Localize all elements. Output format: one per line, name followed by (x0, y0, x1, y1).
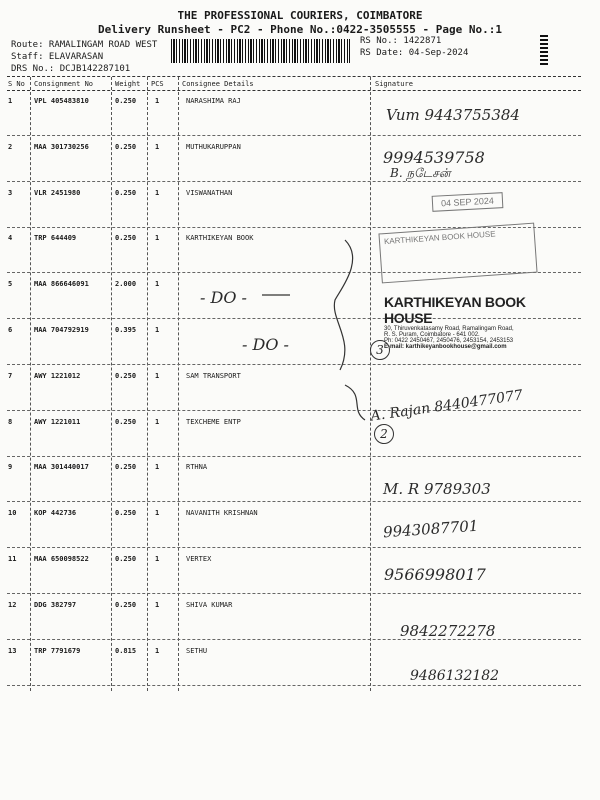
row-consignee: SHIVA KUMAR (186, 601, 233, 609)
signature-12: 9842272278 (400, 622, 496, 640)
drs-label: DRS No.: DCJB142287101 (11, 64, 131, 74)
row-consignee: NARASHIMA RAJ (186, 97, 241, 105)
row-consignee: KARTHIKEYAN BOOK (186, 234, 254, 242)
row-weight: 0.250 (115, 418, 137, 426)
row-sno: 1 (8, 97, 13, 105)
signature-1: Vum 9443755384 (386, 106, 520, 124)
row-pcs: 1 (155, 234, 160, 242)
row-weight: 0.250 (115, 97, 137, 105)
signature-11: 9566998017 (384, 565, 486, 584)
row-consignee: RTHNA (186, 463, 208, 471)
row-sno: 3 (8, 189, 13, 197)
company-title: THE PROFESSIONAL COURIERS, COIMBATORE (177, 9, 423, 22)
signature-9: M. R 9789303 (383, 480, 491, 498)
letterhead-stamp (384, 294, 574, 350)
route-label: Route: RAMALINGAM ROAD WEST (11, 40, 158, 50)
signature-2b: B. நடேசன் (390, 166, 451, 180)
signature-8: A. Rajan 8440477077 (369, 387, 524, 425)
rs-number: RS No.: 1422871 (360, 36, 442, 46)
row-pcs: 1 (155, 647, 160, 655)
row-pcs: 1 (155, 509, 160, 517)
row-weight: 0.250 (115, 463, 137, 471)
row-consignment: TRP 7791679 (34, 647, 81, 655)
row-consignment: MAA 704792919 (34, 326, 89, 334)
row-consignee: VERTEX (186, 555, 212, 563)
row-consignee: VISWANATHAN (186, 189, 233, 197)
signature-2: 9994539758 (383, 148, 485, 167)
row-pcs: 1 (155, 143, 160, 151)
row-sno: 11 (8, 555, 17, 563)
stamp-title: KARTHIKEYAN BOOK HOUSE (383, 229, 496, 247)
row-weight: 0.395 (115, 326, 137, 334)
row-consignee: MUTHUKARUPPAN (186, 143, 241, 151)
circled-number-2: 2 (374, 424, 394, 444)
row-consignee: SETHU (186, 647, 208, 655)
stamp-address-1: 30, Thiruvenkatasamy Road, Ramalingam Road, (384, 326, 514, 332)
col-consignment: Consignment No (34, 80, 94, 88)
row-sno: 2 (8, 143, 13, 151)
stamp-email: E-mail: karthikeyanbookhouse@gmail.com (384, 344, 507, 350)
row-weight: 0.250 (115, 509, 137, 517)
row-pcs: 1 (155, 326, 160, 334)
row-weight: 2.000 (115, 280, 137, 288)
row-weight: 0.250 (115, 555, 137, 563)
row-consignment: MAA 866646091 (34, 280, 89, 288)
row-consignment: AWY 1221011 (34, 418, 81, 426)
row-pcs: 1 (155, 372, 160, 380)
row-weight: 0.250 (115, 189, 137, 197)
row-weight: 0.815 (115, 647, 137, 655)
col-sno: S No (8, 80, 25, 88)
stamp-big-title: KARTHIKEYAN BOOK HOUSE (384, 294, 526, 326)
stamp-phone: Ph: 0422 2450467, 2450476, 2453154, 2453153 (384, 338, 514, 344)
row-sno: 10 (8, 509, 17, 517)
row-weight: 0.250 (115, 234, 137, 242)
row-sno: 9 (8, 463, 13, 471)
row-pcs: 1 (155, 601, 160, 609)
col-consignee: Consignee Details (182, 80, 254, 88)
row-consignee: NAVANITH KRISHNAN (186, 509, 258, 517)
date-stamp: 04 SEP 2024 (432, 192, 504, 212)
row-sno: 5 (8, 280, 13, 288)
row-consignment: AWY 1221012 (34, 372, 81, 380)
row-sno: 6 (8, 326, 13, 334)
row-sno: 4 (8, 234, 13, 242)
row-consignment: TRP 644409 (34, 234, 77, 242)
rs-date: RS Date: 04-Sep-2024 (360, 48, 469, 58)
row-sno: 12 (8, 601, 17, 609)
row-consignee: SAM TRANSPORT (186, 372, 241, 380)
row-consignment: MAA 650098522 (34, 555, 89, 563)
staff-label: Staff: ELAVARASAN (11, 52, 104, 62)
row-weight: 0.250 (115, 372, 137, 380)
row-sno: 7 (8, 372, 13, 380)
ditto-row-6: - DO - (242, 335, 289, 354)
circled-number-3: 3 (370, 340, 390, 360)
stamp-address-2: R. S. Puram, Coimbatore - 641 002. (384, 332, 480, 338)
row-pcs: 1 (155, 418, 160, 426)
row-consignment: VLR 2451980 (34, 189, 81, 197)
signature-10: 9943087701 (382, 516, 479, 542)
row-consignment: KOP 442736 (34, 509, 77, 517)
col-signature: Signature (375, 80, 413, 88)
row-pcs: 1 (155, 555, 160, 563)
col-weight: Weight (115, 80, 141, 88)
ditto-row-5: - DO - (200, 288, 247, 307)
row-pcs: 1 (155, 97, 160, 105)
row-weight: 0.250 (115, 143, 137, 151)
row-consignment: MAA 301730256 (34, 143, 89, 151)
row-consignee: TEXCHEME ENTP (186, 418, 241, 426)
row-pcs: 1 (155, 280, 160, 288)
row-consignment: MAA 301440017 (34, 463, 89, 471)
row-consignment: DDG 382797 (34, 601, 77, 609)
row-sno: 8 (8, 418, 13, 426)
row-weight: 0.250 (115, 601, 137, 609)
row-consignment: VPL 405483810 (34, 97, 89, 105)
signature-13: 9486132182 (410, 668, 500, 684)
row-sno: 13 (8, 647, 17, 655)
row-pcs: 1 (155, 189, 160, 197)
row-pcs: 1 (155, 463, 160, 471)
col-pcs: PCS (151, 80, 164, 88)
runsheet-title: Delivery Runsheet - PC2 - Phone No.:0422-3505555 - Page No.:1 (98, 23, 502, 36)
